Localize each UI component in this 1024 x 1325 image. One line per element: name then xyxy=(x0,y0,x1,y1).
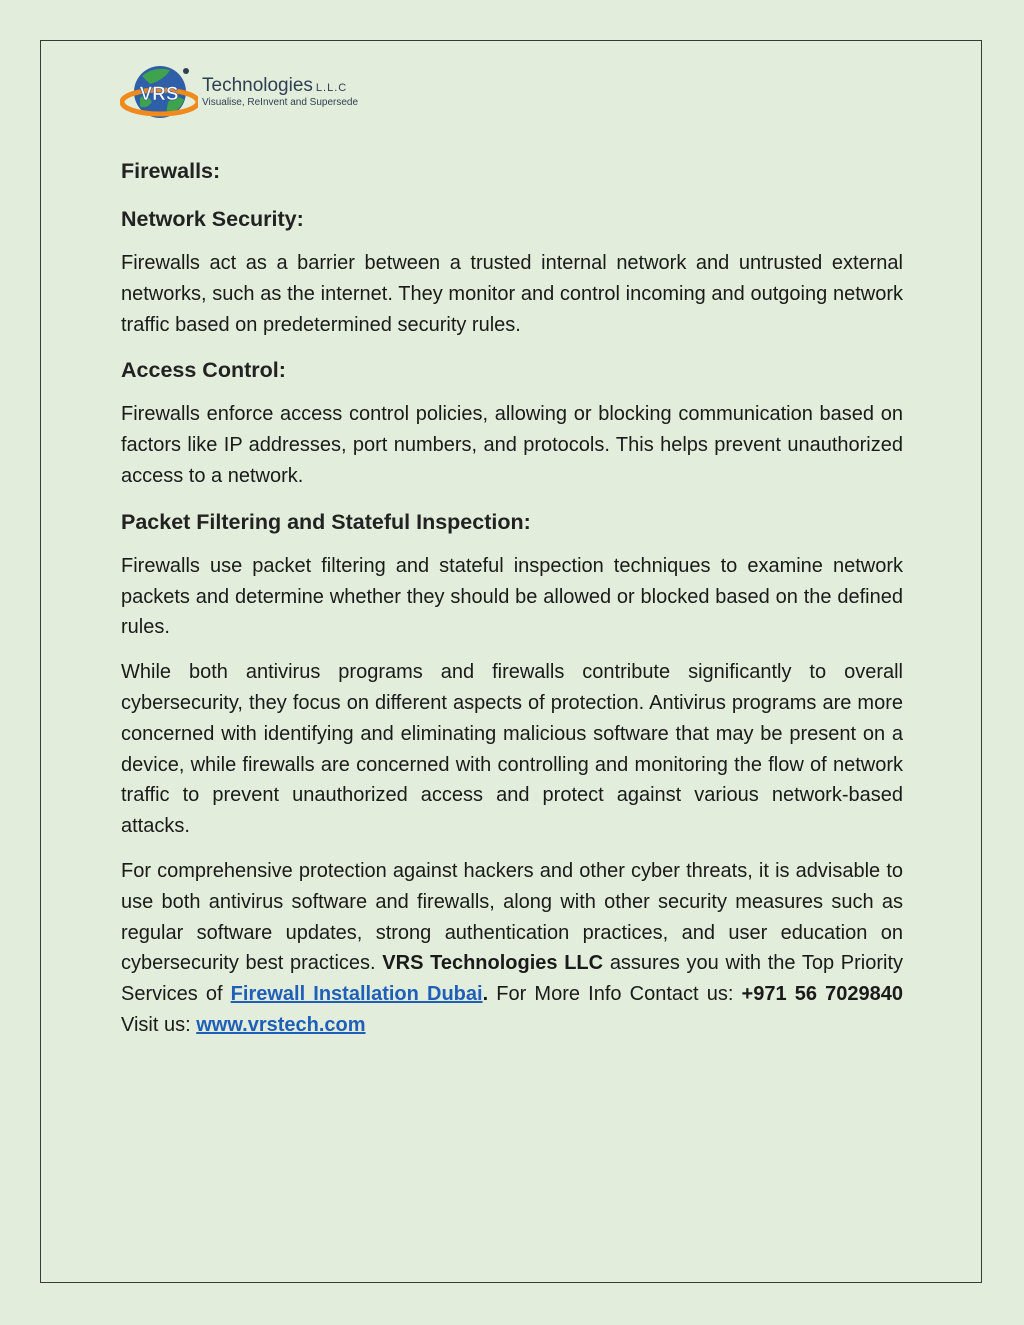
closing-period: . xyxy=(482,983,489,1006)
paragraph-access-control: Firewalls enforce access control policies, allowing or blocking communication based on factors like IP addresses, port numbers, and protocols. This helps prevent unauthorized access to a network. xyxy=(121,403,903,487)
website-link[interactable]: www.vrstech.com xyxy=(196,1013,366,1036)
visit-prefix: Visit us: xyxy=(121,1013,191,1036)
paragraph-network-security: Firewalls act as a barrier between a trusted internal network and untrusted external networks, such as the internet. They monitor and control incoming and outgoing network traffic based on predetermined security rules. xyxy=(121,252,903,336)
closing-intro: For comprehensive protection against hackers and other cyber threats, it is advisable to use both antivirus software and firewalls, along with other security measures such as regular software updates, strong authentication practices, and user education on cybersecurity best practices. xyxy=(121,859,903,975)
firewall-installation-link[interactable]: Firewall Installation Dubai xyxy=(230,983,483,1006)
heading-access-control: Access Control: xyxy=(121,358,286,383)
logo-suffix: L.L.C xyxy=(315,82,348,94)
logo-name: Technologies xyxy=(202,75,313,96)
closing-assures: assures you with the Top Priority Services of xyxy=(121,952,904,1006)
vrs-globe-logo-icon xyxy=(120,62,198,128)
company-name: VRS Technologies LLC xyxy=(382,952,604,975)
logo-tagline: Visualise, ReInvent and Supersede xyxy=(202,97,359,108)
paragraph-closing xyxy=(121,856,903,1041)
heading-firewalls: Firewalls: xyxy=(121,159,221,183)
paragraph-packet-filtering: Firewalls use packet filtering and stateful inspection techniques to examine network packets and determine whether they should be allowed or blocked based on the defined rules. xyxy=(121,554,903,639)
heading-packet-filtering: Packet Filtering and Stateful Inspection: xyxy=(121,509,531,534)
logo-letters: VRS xyxy=(139,84,179,105)
paragraph-comparison: While both antivirus programs and firewalls contribute significantly to overall cybersecurity, they focus on different aspects of protection. Antivirus programs are more concerned with identifying and eliminating malicious software that may be present on a device, while firewalls are concerned with controlling and monitoring the flow of network traffic to prevent unauthorized access and protect against various network-based attacks. xyxy=(121,661,903,838)
company-logo xyxy=(120,62,358,128)
document-body xyxy=(121,154,903,1041)
contact-prefix: For More Info Contact us: xyxy=(496,983,734,1006)
heading-network-security: Network Security: xyxy=(121,207,304,231)
phone-number: +971 56 7029840 xyxy=(741,983,903,1006)
